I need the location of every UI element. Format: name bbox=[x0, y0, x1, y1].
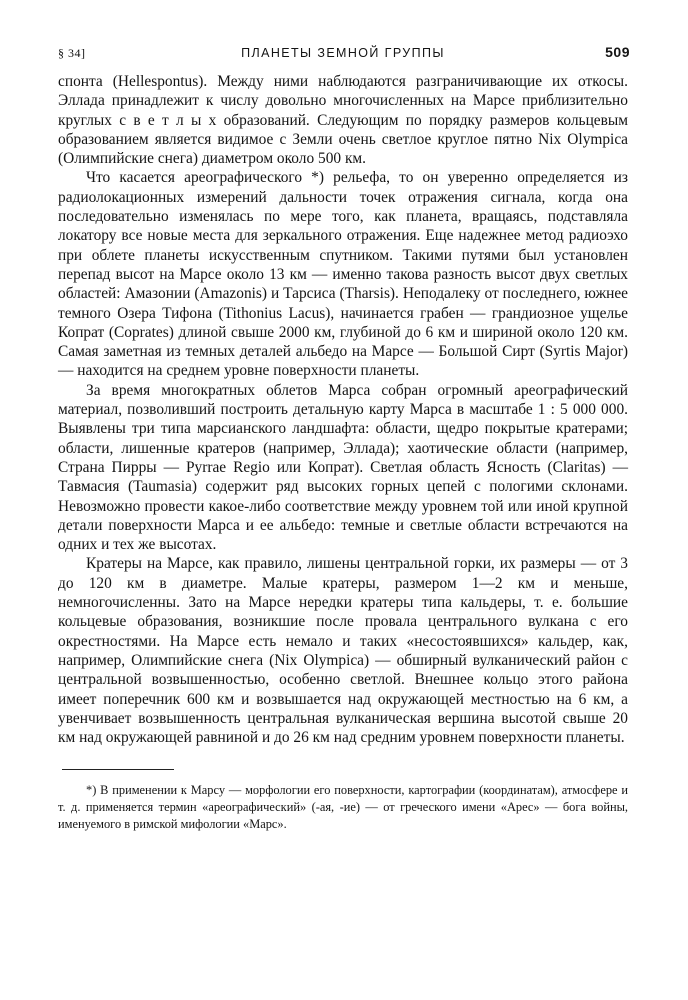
paragraph: За время многократных облетов Марса собран огромный ареографический материал, позволивший построить детальную карту Марса в масштабе 1 : 5 000 000. Выявлены три типа марсианского ландшафта: области, щедро покрытые кратерами; области, лишенные кратеров (например, Эллада); хаотические области (например, Страна Пирры — Pyrrae Regio или Копрат). Светлая область Ясность (Claritas) — Тавмасия (Taumasia) содержит ряд высоких горных цепей с пологими склонами. Невозможно провести какое-либо соответствие между уровнем той или иной крупной детали поверхности Марса и ее альбедо: темные и светлые области встречаются на одних и тех же высотах. bbox=[58, 381, 628, 554]
section-marker: § 34] bbox=[58, 46, 86, 60]
footnote: *) В применении к Марсу — морфологии его поверхности, картографии (координатам), атмосфере и т. д. применяется термин «ареографический» (-ая, -ие) — от греческого имени «Арес» — бога войны, именуемого в римской мифологии «Марс». bbox=[58, 783, 628, 831]
running-title: ПЛАНЕТЫ ЗЕМНОЙ ГРУППЫ bbox=[241, 46, 445, 60]
paragraph: спонта (Hellespontus). Между ними наблюдаются разграничивающие их откосы. Эллада принадлежит к числу довольно многочисленных на Марсе приблизительно круглых с в е т л ы х образований. Следующим по порядку размеров кольцевым образованием является видимое с Земли очень светлое круглое пятно Nix Olympica (Олимпийские снега) диаметром около 500 км. bbox=[58, 73, 628, 168]
body-text bbox=[58, 72, 628, 747]
footnote-separator bbox=[62, 769, 174, 770]
paragraph: Кратеры на Марсе, как правило, лишены центральной горки, их размеры — от 3 до 120 км в диаметре. Малые кратеры, размером 1—2 км и меньше, немногочисленны. Зато на Марсе нередки кратеры типа кальдеры, т. е. большие кольцевые образования, возникшие после провала центрального вулкана с его окрестностями. На Марсе есть немало и таких «несостоявшихся» кальдер, как, например, Олимпийские снега (Nix Olympica) — обширный вулканический район с центральной возвышенностью, особенно светлой. Внешнее кольцо этого района имеет поперечник 600 км и возвышается над окружающей местностью на 6 км, а увенчивает возвышенность центральная вулканическая вершина высотой свыше 20 км над окружающей равниной и до 26 км над средним уровнем поверхности планеты. bbox=[58, 555, 628, 747]
paragraph: Что касается ареографического *) рельефа, то он уверенно определяется из радиолокационных измерений дальности точек отражения сигнала, когда она последовательно изменялась по мере того, как планета, вращаясь, подставляла локатору все новые места для зеркального отражения. Еще надежнее метод радиоэхо при облете планеты искусственным спутником. Такими путями был установлен перепад высот на Марсе около 13 км — именно такова разность высот двух светлых областей: Амазонии (Amazonis) и Тарсиса (Tharsis). Неподалеку от последнего, южнее темного Озера Тифона (Tithonius Lacus), начинается грабен — грандиозное ущелье Копрат (Coprates) длиной свыше 2000 км, глубиной до 6 км и шириной около 120 км. Самая заметная из темных деталей альбедо на Марсе — Большой Сирт (Syrtis Major) — находится на среднем уровне поверхности планеты. bbox=[58, 169, 628, 380]
running-header bbox=[58, 46, 628, 72]
page-number: 509 bbox=[605, 44, 630, 60]
book-page bbox=[58, 46, 628, 833]
